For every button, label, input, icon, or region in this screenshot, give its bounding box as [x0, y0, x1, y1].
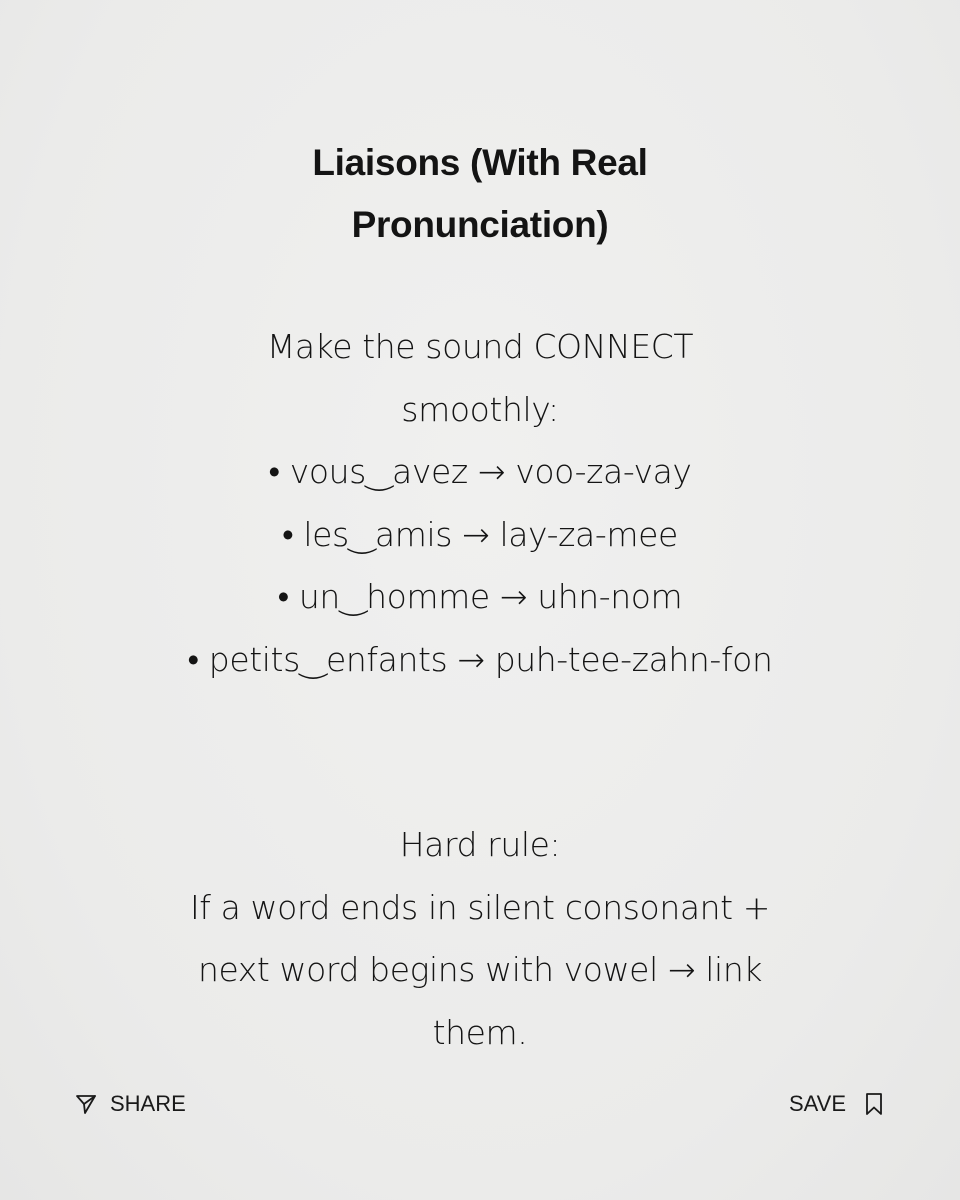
share-button[interactable]: [74, 1086, 186, 1122]
example-les-amis: • les‿amis → lay-za-mee: [282, 514, 678, 554]
example-petits-enfants: • petits‿enfants → puh-tee-zahn-fon: [187, 639, 773, 679]
example-un-homme: • un‿homme → uhn-nom: [277, 577, 683, 616]
rule-heading: Hard rule:: [399, 825, 561, 864]
post-title: [0, 132, 960, 256]
rule-line-3: them.: [432, 1012, 528, 1052]
title-line-1: Liaisons (With Real: [312, 142, 648, 183]
connect-block: [0, 316, 960, 691]
bookmark-icon: [862, 1092, 886, 1116]
connect-intro-line-2: smoothly:: [401, 389, 559, 429]
save-label: SAVE: [788, 1091, 846, 1116]
title-line-2: Pronunciation): [351, 204, 609, 245]
save-button[interactable]: [789, 1086, 886, 1122]
example-vous-avez: • vous‿avez → voo-za-vay: [268, 452, 692, 491]
connect-intro-line-1: Make the sound CONNECT: [266, 327, 694, 366]
rule-line-1: If a word ends in silent consonant +: [189, 887, 771, 927]
share-label: SHARE: [110, 1091, 186, 1116]
hard-rule-block: [0, 814, 960, 1064]
send-icon: [74, 1092, 98, 1116]
rule-line-2: next word begins with vowel → link: [197, 950, 763, 989]
